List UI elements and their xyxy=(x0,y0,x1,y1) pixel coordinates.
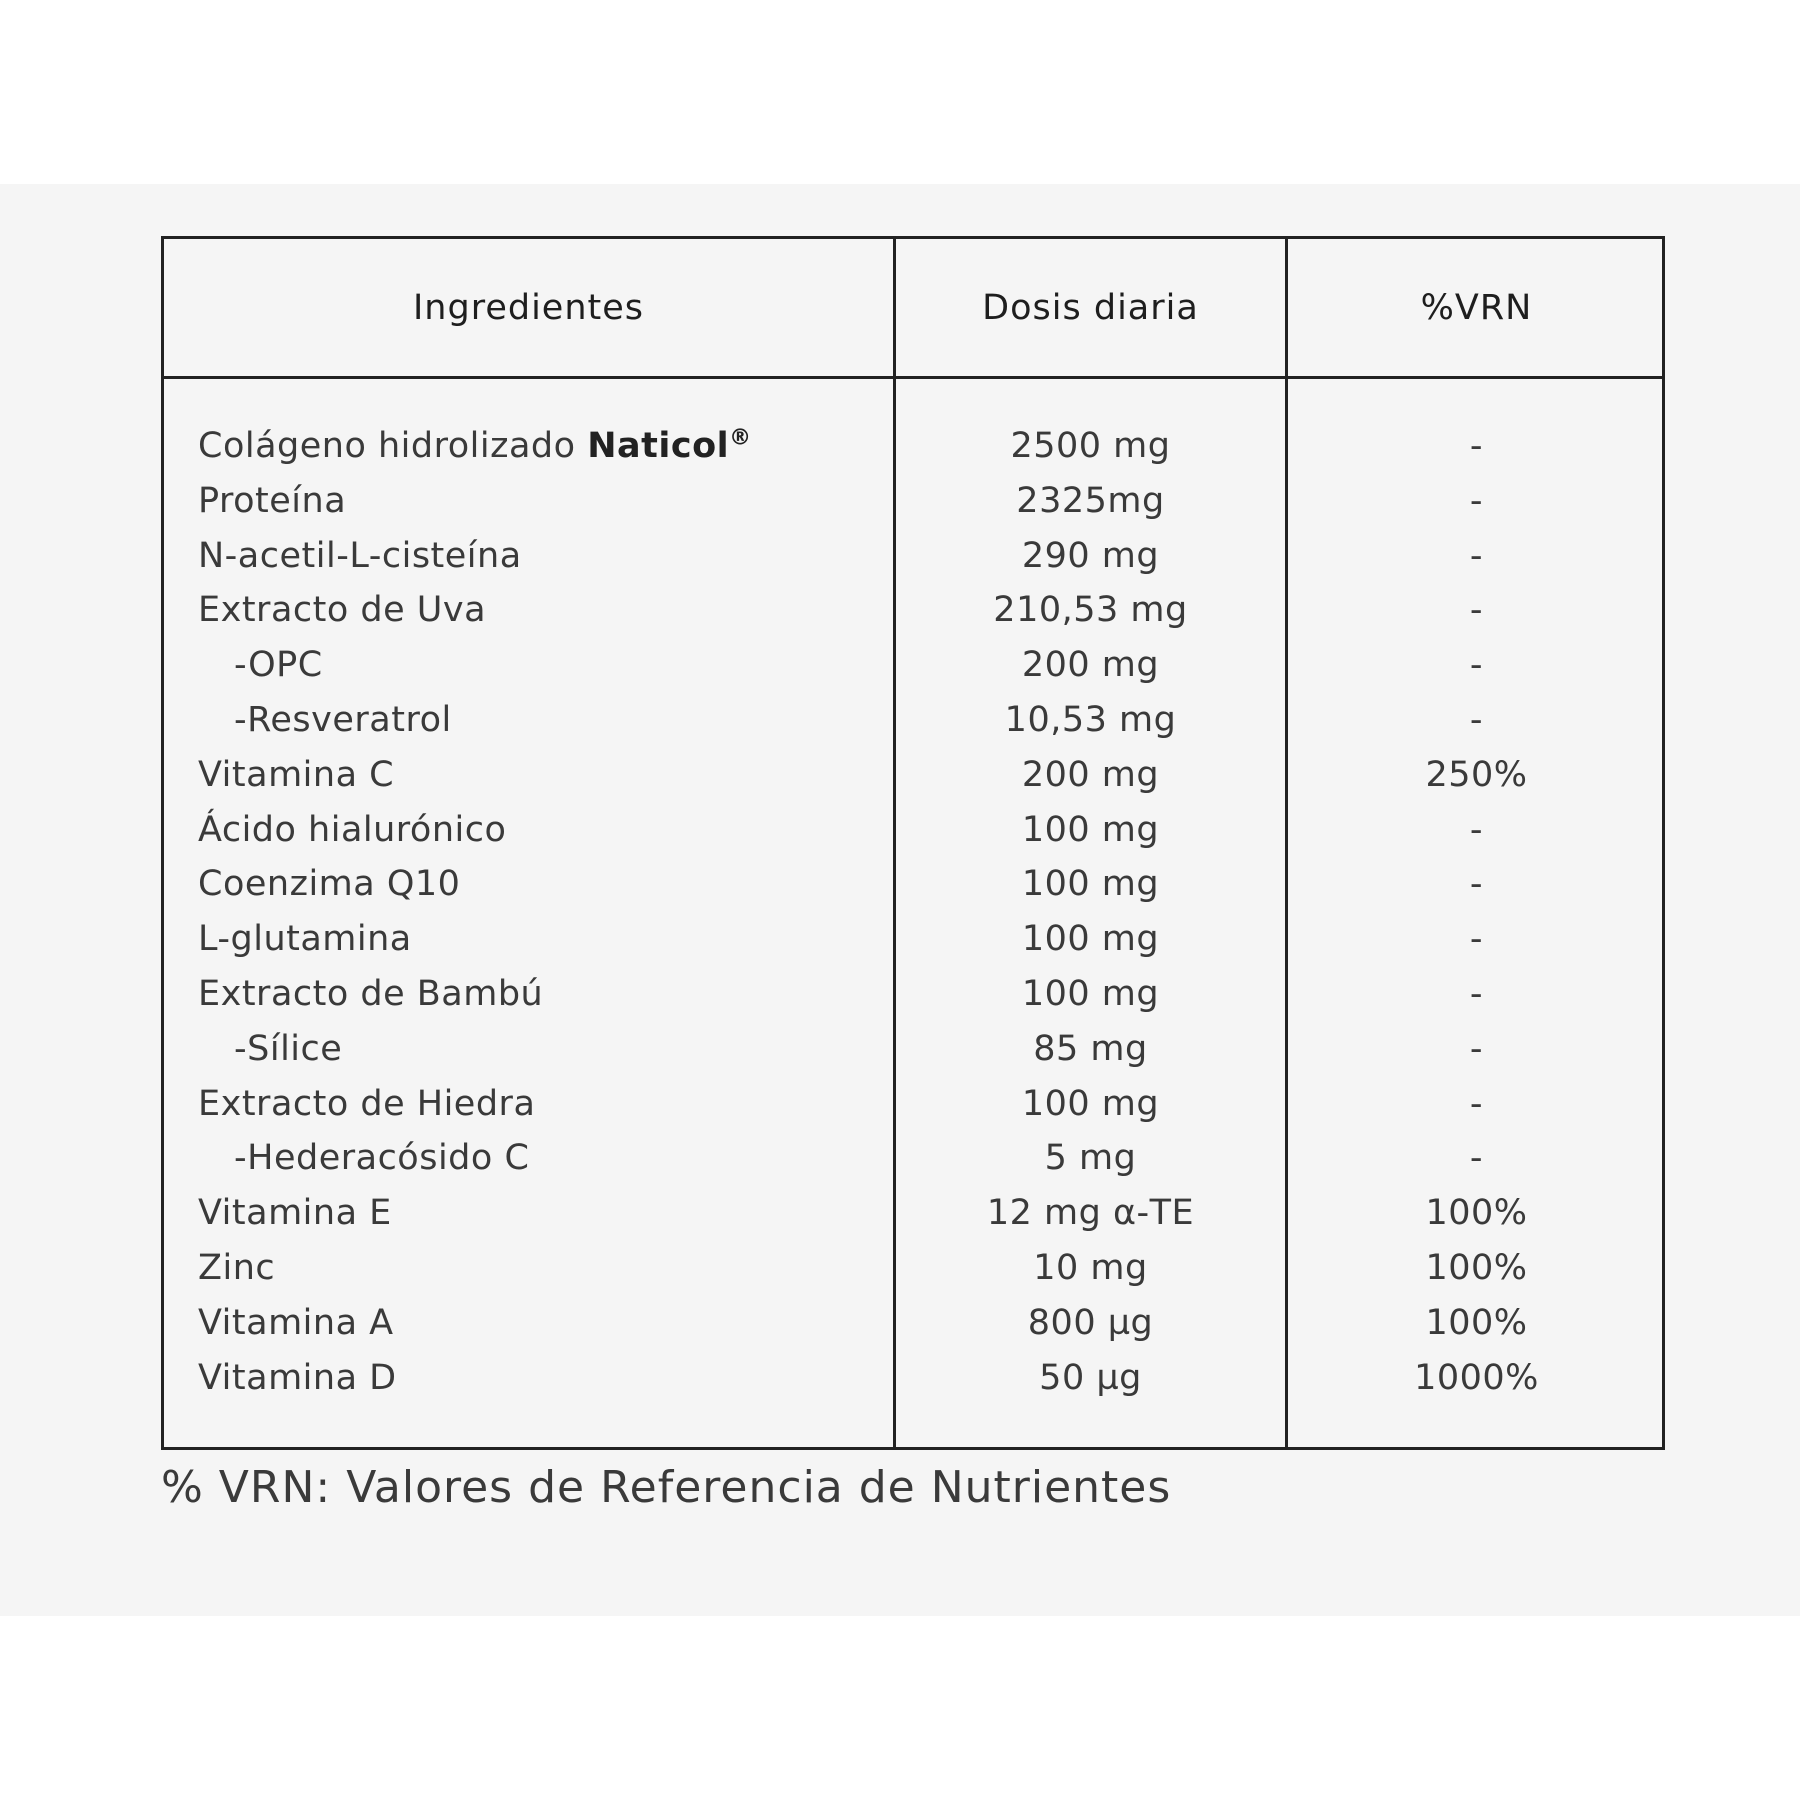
ingredient-name: Extracto de Hiedra xyxy=(198,1083,536,1124)
header-divider xyxy=(164,376,1662,379)
ingredient-name: N-acetil-L-cisteína xyxy=(198,535,522,576)
ingredient-cell xyxy=(198,967,543,1022)
vrn-cell: - xyxy=(1469,919,1484,960)
ingredient-cell xyxy=(198,1186,392,1241)
header-ingredientes: Ingredientes xyxy=(412,287,645,328)
ingredient-cell xyxy=(234,693,452,748)
table-body xyxy=(164,419,1662,1405)
table-row xyxy=(164,1351,1662,1406)
ingredient-name: -Resveratrol xyxy=(234,699,452,740)
vrn-cell: - xyxy=(1469,1138,1484,1179)
vrn-cell: - xyxy=(1469,535,1484,576)
table-row xyxy=(164,693,1662,748)
dose-cell: 2500 mg xyxy=(1010,426,1171,466)
ingredient-name: Coenzima Q10 xyxy=(198,864,461,905)
header-vrn: %VRN xyxy=(1420,287,1533,328)
table-row xyxy=(164,1077,1662,1132)
dose-cell: 100 mg xyxy=(1021,864,1160,905)
ingredient-name: -Sílice xyxy=(234,1028,343,1069)
vrn-cell: - xyxy=(1469,973,1484,1014)
table-row xyxy=(164,419,1662,474)
dose-cell: 10,53 mg xyxy=(1004,699,1177,740)
table-row xyxy=(164,638,1662,693)
ingredient-name: Proteína xyxy=(198,480,347,521)
ingredient-cell xyxy=(198,912,412,967)
table-row xyxy=(164,912,1662,967)
brand-name: Naticol xyxy=(587,426,730,466)
dose-cell: 290 mg xyxy=(1021,535,1160,576)
vrn-cell: - xyxy=(1469,809,1484,850)
table-row xyxy=(164,967,1662,1022)
table-row xyxy=(164,1186,1662,1241)
ingredient-name: Vitamina A xyxy=(198,1302,394,1343)
table-row xyxy=(164,529,1662,584)
ingredient-cell xyxy=(198,803,506,858)
table-row xyxy=(164,583,1662,638)
ingredient-name: Extracto de Bambú xyxy=(198,973,544,1014)
dose-cell: 50 µg xyxy=(1039,1357,1142,1398)
header-dosis-diaria: Dosis diaria xyxy=(982,287,1199,328)
vrn-cell: - xyxy=(1469,1028,1484,1069)
ingredient-name: Vitamina E xyxy=(198,1193,392,1234)
nutrition-table xyxy=(161,236,1665,1450)
dose-cell: 200 mg xyxy=(1021,754,1160,795)
dose-cell: 100 mg xyxy=(1021,973,1160,1014)
ingredient-cell xyxy=(198,1241,275,1296)
dose-cell: 5 mg xyxy=(1044,1138,1137,1179)
ingredient-cell xyxy=(198,1077,535,1132)
ingredient-name: Colágeno hidrolizado xyxy=(198,426,588,466)
ingredient-cell xyxy=(198,748,394,803)
table-row xyxy=(164,474,1662,529)
dose-cell: 85 mg xyxy=(1033,1028,1148,1069)
dose-cell: 10 mg xyxy=(1033,1247,1148,1288)
dose-cell: 210,53 mg xyxy=(993,590,1188,631)
vrn-cell: - xyxy=(1469,645,1484,686)
ingredient-cell xyxy=(198,529,522,584)
ingredient-cell xyxy=(198,1351,397,1406)
dose-cell: 100 mg xyxy=(1021,1083,1160,1124)
ingredient-cell xyxy=(198,857,460,912)
vrn-cell: 100% xyxy=(1425,1193,1528,1234)
table-row xyxy=(164,1296,1662,1351)
vrn-cell: - xyxy=(1469,426,1484,466)
table-row xyxy=(164,1131,1662,1186)
ingredient-name: -OPC xyxy=(234,645,323,686)
vrn-cell: - xyxy=(1469,590,1484,631)
registered-mark: ® xyxy=(729,425,752,451)
ingredient-name: -Hederacósido C xyxy=(234,1138,530,1179)
ingredient-name: Vitamina C xyxy=(198,754,395,795)
ingredient-cell xyxy=(198,1296,394,1351)
ingredient-name: Vitamina D xyxy=(198,1357,397,1398)
dose-cell: 100 mg xyxy=(1021,919,1160,960)
ingredient-cell xyxy=(198,474,346,529)
dose-cell: 100 mg xyxy=(1021,809,1160,850)
vrn-cell: - xyxy=(1469,864,1484,905)
vrn-cell: - xyxy=(1469,1083,1484,1124)
ingredient-name: Zinc xyxy=(198,1247,276,1288)
vrn-cell: 1000% xyxy=(1414,1357,1539,1398)
table-row xyxy=(164,857,1662,912)
dose-cell: 12 mg α-TE xyxy=(986,1193,1195,1234)
vrn-cell: - xyxy=(1469,480,1484,521)
table-row xyxy=(164,748,1662,803)
footnote: % VRN: Valores de Referencia de Nutrientes xyxy=(161,1462,1172,1513)
table-row xyxy=(164,803,1662,858)
ingredient-cell xyxy=(234,1131,529,1186)
vrn-cell: 100% xyxy=(1425,1247,1528,1288)
vrn-cell: - xyxy=(1469,699,1484,740)
dose-cell: 800 µg xyxy=(1027,1302,1154,1343)
vrn-cell: 250% xyxy=(1425,754,1528,795)
ingredient-cell xyxy=(234,1022,342,1077)
ingredient-name: Ácido hialurónico xyxy=(198,809,507,850)
table-row xyxy=(164,1241,1662,1296)
ingredient-cell xyxy=(198,419,752,474)
vrn-cell: 100% xyxy=(1425,1302,1528,1343)
dose-cell: 200 mg xyxy=(1021,645,1160,686)
ingredient-cell xyxy=(198,583,486,638)
table-row xyxy=(164,1022,1662,1077)
dose-cell: 2325mg xyxy=(1016,480,1165,521)
ingredient-cell xyxy=(234,638,323,693)
ingredient-name: Extracto de Uva xyxy=(198,590,487,631)
ingredient-name: L-glutamina xyxy=(198,919,412,960)
